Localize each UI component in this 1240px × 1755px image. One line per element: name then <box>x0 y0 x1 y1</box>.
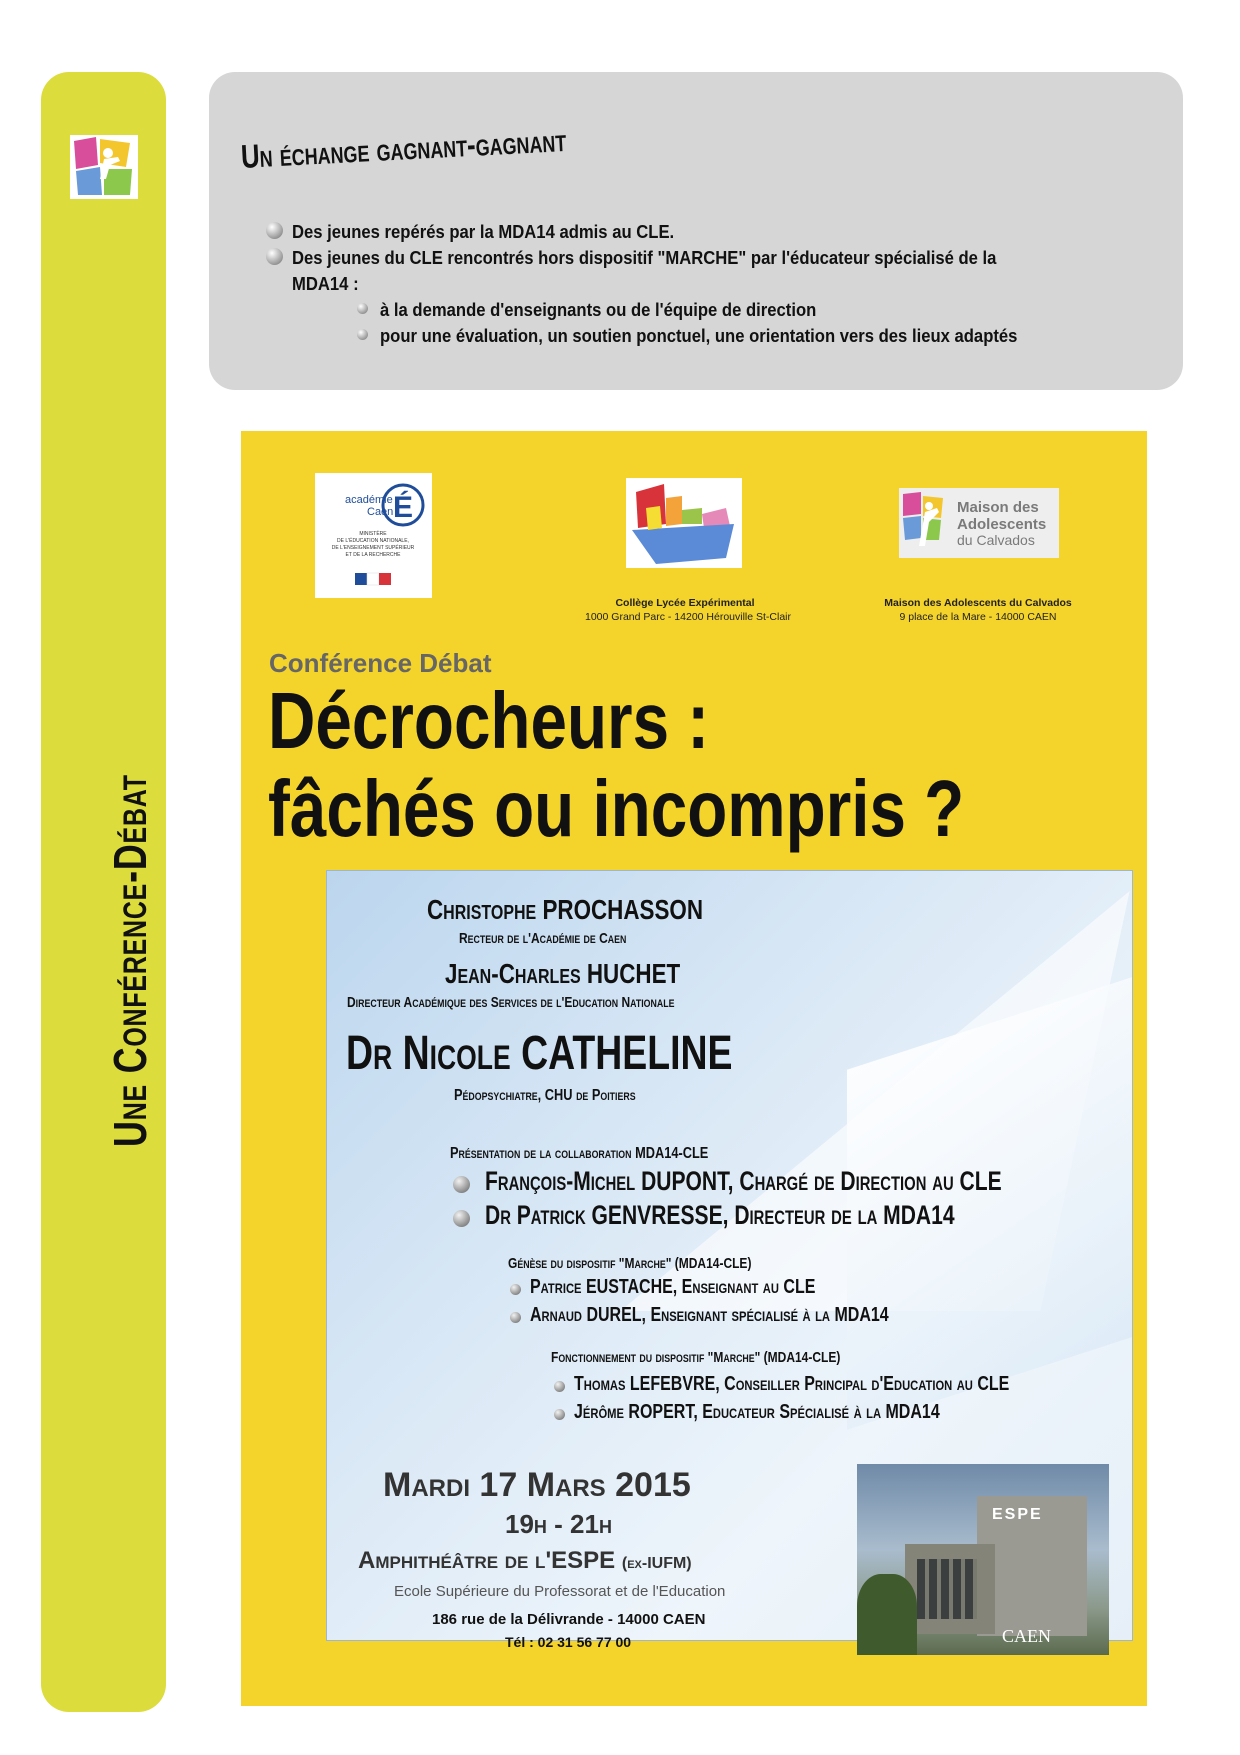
side-title: Une Conférence-Débat <box>104 774 156 1147</box>
event-school: Ecole Supérieure du Professorat et de l'Education <box>394 1583 726 1600</box>
bullet-ball-icon <box>453 1210 470 1227</box>
academie-word: académie <box>345 494 393 506</box>
top-bullet-2-cont: MDA14 : <box>292 273 359 294</box>
speaker-1-role: Recteur de l'Académie de Caen <box>459 930 627 947</box>
event-date: Mardi 17 Mars 2015 <box>383 1466 691 1504</box>
sub-bullet-ball-icon <box>357 303 368 314</box>
bullet-ball-icon <box>510 1312 521 1323</box>
svg-text:DE L'ENSEIGNEMENT SUPÉRIEUR: DE L'ENSEIGNEMENT SUPÉRIEUR <box>331 545 415 551</box>
speaker-2-name: Jean-Charles HUCHET <box>445 958 681 989</box>
main-title <box>268 677 964 853</box>
event-phone: Tél : 02 31 56 77 00 <box>505 1634 632 1650</box>
cle-caption-name: Collège Lycée Expérimental <box>615 597 755 609</box>
svg-text:MINISTÈRE: MINISTÈRE <box>359 531 387 537</box>
svg-text:DE L'ÉDUCATION NATIONALE,: DE L'ÉDUCATION NATIONALE, <box>337 538 409 544</box>
top-box-title: Un échange gagnant-gagnant <box>240 121 568 176</box>
genese-heading: Génèse du dispositif "Marche" (MDA14-CLE) <box>508 1255 752 1272</box>
academie-caen-logo <box>315 473 432 598</box>
mda-small-logo <box>70 135 138 199</box>
genese-item-1: Patrice EUSTACHE, Enseignant au CLE <box>530 1276 816 1298</box>
fonctionnement-item-1: Thomas LEFEBVRE, Conseiller Principal d'Education au CLE <box>574 1373 1010 1395</box>
speaker-1-name: Christophe PROCHASSON <box>427 894 704 925</box>
fonctionnement-item-2: Jérôme ROPERT, Educateur Spécialisé à la MDA14 <box>574 1401 940 1423</box>
photo-tree <box>857 1574 917 1655</box>
cle-caption <box>585 596 792 624</box>
cle-caption-address: 1000 Grand Parc - 14200 Hérouville St-Clair <box>585 611 792 623</box>
top-sub-bullet-1: à la demande d'enseignants ou de l'équipe de direction <box>380 299 817 320</box>
bullet-ball-icon <box>453 1176 470 1193</box>
presentation-item-1: François-Michel DUPONT, Chargé de Direction au CLE <box>485 1166 1002 1196</box>
event-venue-name: Amphithéâtre de l'ESPE <box>358 1547 616 1574</box>
svg-text:Adolescents: Adolescents <box>957 516 1047 533</box>
sub-bullet-ball-icon <box>357 329 368 340</box>
presentation-heading: Présentation de la collaboration MDA14-CLE <box>450 1145 709 1162</box>
mda-caption-name: Maison des Adolescents du Calvados <box>884 597 1072 609</box>
top-bullet-2: Des jeunes du CLE rencontrés hors dispositif "MARCHE" par l'éducateur spécialisé de la <box>292 247 997 268</box>
event-time: 19h - 21h <box>505 1509 612 1539</box>
caen-word: Caen <box>367 506 394 518</box>
speaker-3-name: Dr Nicole CATHELINE <box>346 1027 733 1080</box>
bullet-ball-icon <box>266 222 283 239</box>
speaker-2-role: Directeur Académique des Services de l'Education Nationale <box>347 994 675 1011</box>
bullet-ball-icon <box>554 1409 565 1420</box>
event-address: 186 rue de la Délivrande - 14000 CAEN <box>432 1611 706 1628</box>
speaker-3-role: Pédopsychiatre, CHU de Poitiers <box>454 1087 636 1104</box>
top-bullet-1: Des jeunes repérés par la MDA14 admis au CLE. <box>292 221 675 242</box>
fonctionnement-heading: Fonctionnement du dispositif "Marche" (MDA14-CLE) <box>551 1349 841 1366</box>
main-title-line-1: Décrocheurs : <box>268 676 710 765</box>
bullet-ball-icon <box>266 248 283 265</box>
cle-logo <box>626 478 742 568</box>
genese-item-2: Arnaud DUREL, Enseignant spécialisé à la MDA14 <box>530 1304 889 1326</box>
svg-text:Maison des: Maison des <box>957 499 1039 516</box>
svg-text:ET DE LA RECHERCHE: ET DE LA RECHERCHE <box>345 552 401 558</box>
event-venue-note: (ex-IUFM) <box>621 1555 692 1572</box>
conference-label: Conférence Débat <box>269 648 492 678</box>
event-venue <box>358 1547 692 1575</box>
svg-text:du Calvados: du Calvados <box>957 532 1035 548</box>
photo-sign: ESPE <box>992 1506 1043 1523</box>
top-sub-bullet-2: pour une évaluation, un soutien ponctuel, une orientation vers des lieux adaptés <box>380 325 1018 346</box>
bullet-ball-icon <box>510 1284 521 1295</box>
photo-windows <box>917 1559 977 1619</box>
presentation-item-2: Dr Patrick GENVRESSE, Directeur de la MDA14 <box>485 1200 955 1230</box>
svg-text:É: É <box>393 491 414 524</box>
mda-caption-address: 9 place de la Mare - 14000 CAEN <box>899 611 1057 623</box>
espe-building-photo <box>857 1464 1109 1655</box>
photo-city-label: CAEN <box>1002 1626 1051 1646</box>
mda-logo <box>899 488 1059 558</box>
bullet-ball-icon <box>554 1381 565 1392</box>
main-title-line-2: fâchés ou incompris ? <box>268 764 965 853</box>
mda-caption <box>868 596 1088 624</box>
